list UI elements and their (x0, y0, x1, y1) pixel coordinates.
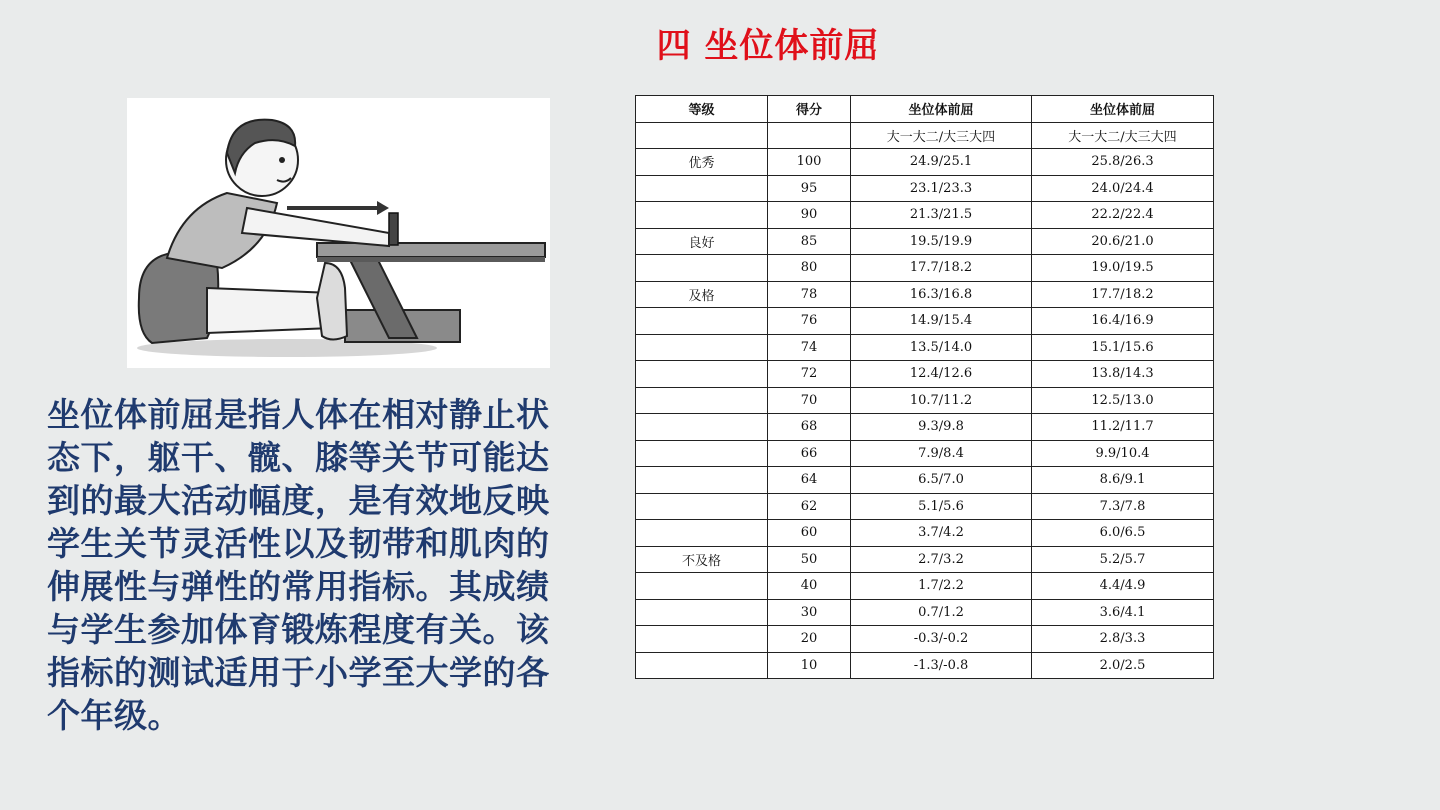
cell-score: 76 (768, 308, 851, 335)
cell-score: 90 (768, 202, 851, 229)
cell-grade (636, 493, 768, 520)
cell-male: 11.2/11.7 (1032, 414, 1214, 441)
cell-female: 6.5/7.0 (851, 467, 1032, 494)
table-row (636, 149, 1214, 176)
table-header-row (636, 96, 1214, 123)
table-subheader-row (636, 122, 1214, 149)
cell-grade (636, 175, 768, 202)
cell-female: -0.3/-0.2 (851, 626, 1032, 653)
cell-female: 21.3/21.5 (851, 202, 1032, 229)
cell-male: 8.6/9.1 (1032, 467, 1214, 494)
cell-female: 17.7/18.2 (851, 255, 1032, 282)
cell-female: 0.7/1.2 (851, 599, 1032, 626)
header-grade: 等级 (636, 96, 768, 123)
cell-male: 22.2/22.4 (1032, 202, 1214, 229)
cell-grade (636, 520, 768, 547)
cell-grade (636, 255, 768, 282)
cell-grade: 良好 (636, 228, 768, 255)
cell-score: 30 (768, 599, 851, 626)
cell-male: 9.9/10.4 (1032, 440, 1214, 467)
cell-grade (636, 202, 768, 229)
cell-score: 66 (768, 440, 851, 467)
cell-female: 24.9/25.1 (851, 149, 1032, 176)
cell-male: 19.0/19.5 (1032, 255, 1214, 282)
cell-grade: 不及格 (636, 546, 768, 573)
cell-grade (636, 626, 768, 653)
cell-female: 3.7/4.2 (851, 520, 1032, 547)
header-male: 坐位体前屈 (1032, 96, 1214, 123)
cell-score: 95 (768, 175, 851, 202)
cell-female: 16.3/16.8 (851, 281, 1032, 308)
cell-grade: 及格 (636, 281, 768, 308)
cell-score: 74 (768, 334, 851, 361)
cell-female: 10.7/11.2 (851, 387, 1032, 414)
table-row (636, 202, 1214, 229)
cell-male: 2.8/3.3 (1032, 626, 1214, 653)
cell-male: 15.1/15.6 (1032, 334, 1214, 361)
cell-score: 20 (768, 626, 851, 653)
table-row (636, 652, 1214, 679)
cell-female: 7.9/8.4 (851, 440, 1032, 467)
cell-female: 1.7/2.2 (851, 573, 1032, 600)
table-row (636, 626, 1214, 653)
table-row (636, 387, 1214, 414)
cell-score: 40 (768, 573, 851, 600)
cell-male: 7.3/7.8 (1032, 493, 1214, 520)
cell-score: 78 (768, 281, 851, 308)
table-row (636, 493, 1214, 520)
cell-male: 4.4/4.9 (1032, 573, 1214, 600)
cell-female: 13.5/14.0 (851, 334, 1032, 361)
cell-female: 19.5/19.9 (851, 228, 1032, 255)
cell-score: 80 (768, 255, 851, 282)
cell-score: 100 (768, 149, 851, 176)
table-body (636, 149, 1214, 679)
cell-male: 20.6/21.0 (1032, 228, 1214, 255)
description-text: 坐位体前屈是指人体在相对静止状态下，躯干、髋、膝等关节可能达到的最大活动幅度，是有效地反映学生关节灵活性以及韧带和肌肉的伸展性与弹性的常用指标。其成绩与学生参加体育锻炼程度有关。该指标的测试适用于小学至大学的各个年级。 (47, 395, 550, 735)
cell-grade (636, 308, 768, 335)
cell-grade (636, 599, 768, 626)
table-row (636, 546, 1214, 573)
cell-male: 5.2/5.7 (1032, 546, 1214, 573)
cell-male: 24.0/24.4 (1032, 175, 1214, 202)
table-row (636, 467, 1214, 494)
subheader-score (768, 122, 851, 149)
table-row (636, 520, 1214, 547)
table-row (636, 175, 1214, 202)
table-row (636, 308, 1214, 335)
sit-and-reach-illustration (127, 98, 550, 368)
cell-grade (636, 334, 768, 361)
cell-male: 12.5/13.0 (1032, 387, 1214, 414)
cell-male: 6.0/6.5 (1032, 520, 1214, 547)
header-female: 坐位体前屈 (851, 96, 1032, 123)
cell-score: 70 (768, 387, 851, 414)
cell-grade: 优秀 (636, 149, 768, 176)
cell-score: 62 (768, 493, 851, 520)
table-row (636, 281, 1214, 308)
cell-male: 3.6/4.1 (1032, 599, 1214, 626)
header-score: 得分 (768, 96, 851, 123)
cell-female: 23.1/23.3 (851, 175, 1032, 202)
cell-male: 2.0/2.5 (1032, 652, 1214, 679)
table-row (636, 599, 1214, 626)
cell-grade (636, 414, 768, 441)
cell-score: 72 (768, 361, 851, 388)
cell-female: 14.9/15.4 (851, 308, 1032, 335)
cell-grade (636, 387, 768, 414)
cell-male: 13.8/14.3 (1032, 361, 1214, 388)
cell-score: 68 (768, 414, 851, 441)
cell-male: 16.4/16.9 (1032, 308, 1214, 335)
table-row (636, 361, 1214, 388)
cell-grade (636, 467, 768, 494)
table-row (636, 440, 1214, 467)
cell-grade (636, 440, 768, 467)
cell-female: 2.7/3.2 (851, 546, 1032, 573)
page-title: 四 坐位体前屈 (656, 26, 880, 66)
cell-grade (636, 361, 768, 388)
cell-score: 50 (768, 546, 851, 573)
cell-score: 60 (768, 520, 851, 547)
cell-female: 5.1/5.6 (851, 493, 1032, 520)
cell-score: 10 (768, 652, 851, 679)
table-row (636, 334, 1214, 361)
score-table (635, 95, 1214, 679)
subheader-male: 大一大二/大三大四 (1032, 122, 1214, 149)
table-row (636, 228, 1214, 255)
subheader-female: 大一大二/大三大四 (851, 122, 1032, 149)
subheader-grade (636, 122, 768, 149)
table-row (636, 414, 1214, 441)
cell-score: 64 (768, 467, 851, 494)
cell-female: 9.3/9.8 (851, 414, 1032, 441)
cell-female: 12.4/12.6 (851, 361, 1032, 388)
sit-and-reach-figure (127, 98, 550, 368)
cell-female: -1.3/-0.8 (851, 652, 1032, 679)
cell-grade (636, 573, 768, 600)
cell-male: 25.8/26.3 (1032, 149, 1214, 176)
table-row (636, 573, 1214, 600)
cell-grade (636, 652, 768, 679)
table-row (636, 255, 1214, 282)
cell-score: 85 (768, 228, 851, 255)
cell-male: 17.7/18.2 (1032, 281, 1214, 308)
